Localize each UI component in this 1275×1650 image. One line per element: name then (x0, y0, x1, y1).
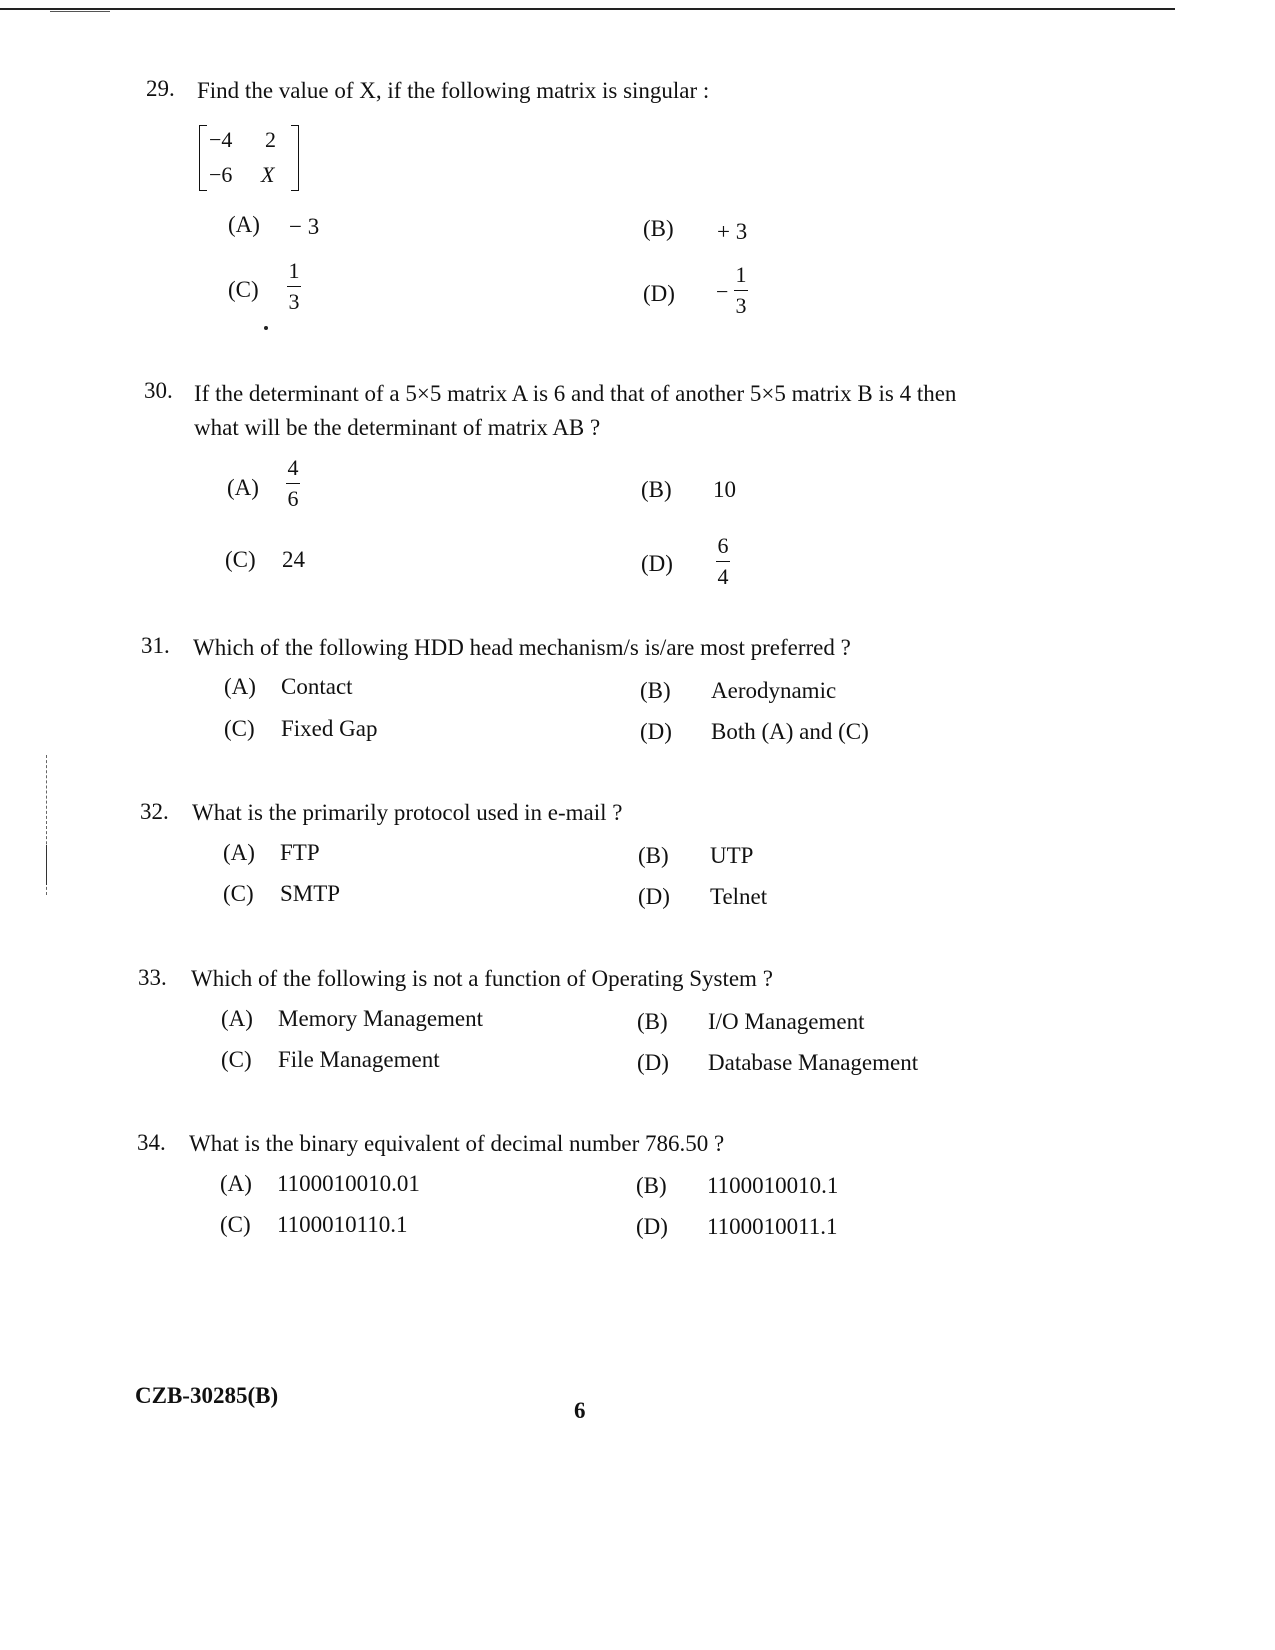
option-label[interactable]: (C) (225, 547, 256, 572)
option-label[interactable]: (D) (638, 884, 670, 909)
fraction-denominator: 3 (288, 289, 300, 314)
option-value[interactable]: − 3 (289, 214, 320, 239)
fraction-numerator: 1 (288, 258, 300, 283)
option-label[interactable]: (C) (228, 277, 259, 302)
option-label[interactable]: (B) (638, 843, 669, 868)
option-value[interactable]: File Management (278, 1047, 440, 1072)
matrix-cell: −6 (209, 162, 233, 187)
option-label[interactable]: (C) (223, 881, 254, 906)
question-text: Which of the following HDD head mechanism/s is/are most preferred ? (193, 635, 851, 660)
top-rule-mark (50, 11, 110, 12)
option-label[interactable]: (C) (220, 1212, 251, 1237)
option-value[interactable]: 10 (713, 477, 736, 502)
option-value[interactable]: I/O Management (708, 1009, 865, 1034)
fraction-denominator: 6 (287, 486, 299, 511)
option-label[interactable]: (A) (223, 840, 255, 865)
paper-code: CZB-30285(B) (135, 1383, 279, 1408)
fraction-numerator: 6 (717, 533, 729, 558)
option-value[interactable]: SMTP (280, 881, 341, 906)
fraction[interactable] (286, 457, 300, 510)
fraction[interactable] (287, 260, 301, 313)
scan-speck (264, 326, 268, 330)
question-number: 32. (140, 799, 169, 824)
question-text: What is the binary equivalent of decimal number 786.50 ? (189, 1131, 725, 1156)
question-number: 33. (138, 965, 167, 990)
question-number: 30. (144, 378, 173, 403)
option-value[interactable]: UTP (710, 843, 754, 868)
option-label[interactable]: (C) (224, 716, 255, 741)
option-value[interactable]: + 3 (717, 219, 748, 244)
question-number: 31. (141, 633, 170, 658)
fraction-denominator: 3 (735, 293, 747, 318)
option-value[interactable]: 1100010010.01 (277, 1171, 420, 1196)
matrix-cell: 2 (265, 127, 276, 152)
option-label[interactable]: (A) (228, 212, 260, 237)
question-number: 29. (146, 76, 175, 101)
option-label[interactable]: (D) (640, 719, 672, 744)
option-label[interactable]: (C) (221, 1047, 252, 1072)
page-number: 6 (574, 1398, 586, 1423)
option-label[interactable]: (B) (636, 1173, 667, 1198)
option-label[interactable]: (D) (636, 1214, 668, 1239)
negative-sign: − (716, 279, 729, 304)
option-label[interactable]: (A) (221, 1006, 253, 1031)
option-label[interactable]: (B) (637, 1009, 668, 1034)
matrix-cell: −4 (209, 127, 233, 152)
option-value[interactable]: Contact (281, 674, 353, 699)
fraction[interactable] (716, 535, 730, 588)
option-value[interactable]: Memory Management (278, 1006, 484, 1031)
option-value[interactable]: 24 (282, 547, 305, 572)
matrix-right-bracket (291, 125, 299, 191)
matrix (199, 125, 299, 193)
option-value[interactable]: 1100010110.1 (277, 1212, 408, 1237)
option-value[interactable]: Telnet (710, 884, 768, 909)
option-label[interactable]: (A) (220, 1171, 252, 1196)
option-label[interactable]: (A) (227, 475, 259, 500)
option-value[interactable]: Database Management (708, 1050, 919, 1075)
option-label[interactable]: (B) (643, 216, 674, 241)
option-label[interactable]: (D) (641, 551, 673, 576)
fraction[interactable] (734, 264, 748, 317)
option-label[interactable]: (B) (640, 678, 671, 703)
question-number: 34. (137, 1130, 166, 1155)
question-text-line2: what will be the determinant of matrix AB ? (194, 415, 601, 440)
top-rule (0, 8, 1175, 10)
option-value[interactable]: FTP (280, 840, 320, 865)
option-label[interactable]: (D) (643, 281, 675, 306)
option-label[interactable]: (A) (224, 674, 256, 699)
option-value[interactable]: Both (A) and (C) (711, 719, 869, 744)
question-text-line1: If the determinant of a 5×5 matrix A is 6 and that of another 5×5 matrix B is 4 then (194, 381, 957, 406)
option-label[interactable]: (D) (637, 1050, 669, 1075)
matrix-cell: X (261, 162, 275, 187)
matrix-left-bracket (199, 125, 207, 191)
question-text: What is the primarily protocol used in e-mail ? (192, 800, 623, 825)
question-text: Which of the following is not a function of Operating System ? (191, 966, 773, 991)
margin-scan-line (46, 845, 47, 885)
option-label[interactable]: (B) (641, 477, 672, 502)
question-text: Find the value of X, if the following matrix is singular : (197, 78, 710, 103)
fraction-numerator: 4 (287, 455, 299, 480)
fraction-denominator: 4 (717, 564, 729, 589)
option-value[interactable]: Fixed Gap (281, 716, 378, 741)
option-value[interactable]: 1100010010.1 (707, 1173, 839, 1198)
option-value[interactable]: 1100010011.1 (707, 1214, 838, 1239)
fraction-numerator: 1 (735, 262, 747, 287)
option-value[interactable]: Aerodynamic (711, 678, 837, 703)
